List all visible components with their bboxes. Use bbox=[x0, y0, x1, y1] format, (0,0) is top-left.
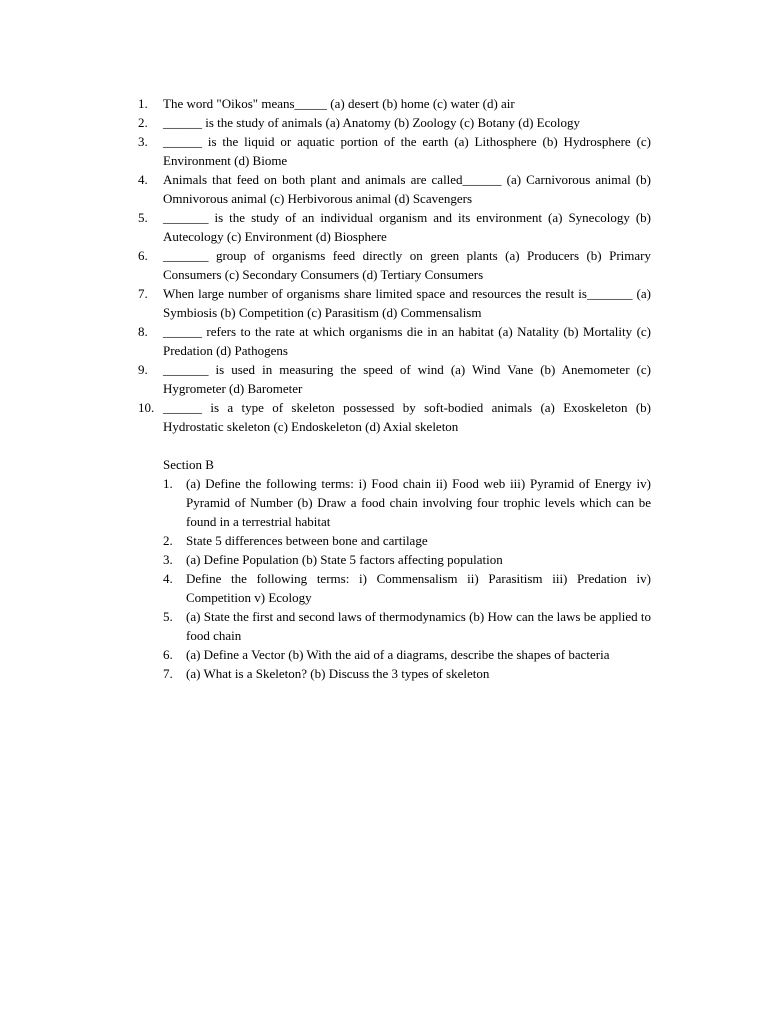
list-item bbox=[138, 113, 651, 132]
question-text: (a) What is a Skeleton? (b) Discuss the 3 types of skeleton bbox=[186, 666, 490, 681]
section-a-question-list bbox=[138, 94, 651, 436]
question-text: Define the following terms: i) Commensalism ii) Parasitism iii) Predation iv) Competition v) Ecology bbox=[186, 571, 651, 605]
list-item bbox=[138, 360, 651, 398]
question-number: 10. bbox=[138, 400, 155, 415]
list-item bbox=[163, 531, 651, 550]
list-item bbox=[138, 208, 651, 246]
question-number: 4. bbox=[163, 571, 173, 586]
question-number: 6. bbox=[138, 248, 148, 263]
question-text: (a) Define Population (b) State 5 factors affecting population bbox=[186, 552, 503, 567]
list-item bbox=[138, 246, 651, 284]
list-item bbox=[163, 474, 651, 531]
question-number: 2. bbox=[138, 115, 148, 130]
question-number: 1. bbox=[163, 476, 173, 491]
question-text: _______ group of organisms feed directly on green plants (a) Producers (b) Primary Consumers (c) Secondary Consumers (d) Tertiary Consumers bbox=[163, 248, 651, 282]
list-item bbox=[163, 664, 651, 683]
section-b-question-list bbox=[163, 474, 651, 683]
question-number: 5. bbox=[163, 609, 173, 624]
question-text: State 5 differences between bone and cartilage bbox=[186, 533, 428, 548]
question-text: Animals that feed on both plant and animals are called______ (a) Carnivorous animal (b) Omnivorous animal (c) Herbivorous animal (d) Scavengers bbox=[163, 172, 651, 206]
list-item bbox=[138, 322, 651, 360]
question-number: 8. bbox=[138, 324, 148, 339]
question-text: The word "Oikos" means_____ (a) desert (b) home (c) water (d) air bbox=[163, 96, 515, 111]
question-text: (a) State the first and second laws of thermodynamics (b) How can the laws be applied to food chain bbox=[186, 609, 651, 643]
list-item bbox=[163, 645, 651, 664]
question-number: 4. bbox=[138, 172, 148, 187]
question-number: 3. bbox=[163, 552, 173, 567]
question-text: ______ is a type of skeleton possessed by soft-bodied animals (a) Exoskeleton (b) Hydrostatic skeleton (c) Endoskeleton (d) Axial skeleton bbox=[163, 400, 651, 434]
question-text: (a) Define a Vector (b) With the aid of a diagrams, describe the shapes of bacteria bbox=[186, 647, 610, 662]
question-number: 2. bbox=[163, 533, 173, 548]
list-item bbox=[163, 569, 651, 607]
question-text: ______ is the study of animals (a) Anatomy (b) Zoology (c) Botany (d) Ecology bbox=[163, 115, 581, 130]
list-item bbox=[138, 132, 651, 170]
question-text: ______ is the liquid or aquatic portion of the earth (a) Lithosphere (b) Hydrosphere (c) Environment (d) Biome bbox=[163, 134, 651, 168]
list-item bbox=[138, 398, 651, 436]
question-number: 1. bbox=[138, 96, 148, 111]
list-item bbox=[163, 607, 651, 645]
question-text: (a) Define the following terms: i) Food chain ii) Food web iii) Pyramid of Energy iv) Pyramid of Number (b) Draw a food chain involving four trophic levels which can be found in a terrestrial habitat bbox=[186, 476, 651, 529]
question-number: 7. bbox=[138, 286, 148, 301]
question-number: 6. bbox=[163, 647, 173, 662]
list-item bbox=[138, 94, 651, 113]
list-item bbox=[138, 170, 651, 208]
list-item bbox=[163, 550, 651, 569]
question-text: _______ is the study of an individual organism and its environment (a) Synecology (b) Autecology (c) Environment (d) Biosphere bbox=[163, 210, 651, 244]
question-number: 5. bbox=[138, 210, 148, 225]
question-text: _______ is used in measuring the speed of wind (a) Wind Vane (b) Anemometer (c) Hygrometer (d) Barometer bbox=[163, 362, 651, 396]
question-text: ______ refers to the rate at which organisms die in an habitat (a) Natality (b) Mortality (c) Predation (d) Pathogens bbox=[163, 324, 651, 358]
section-b-heading: Section B bbox=[163, 457, 214, 472]
list-item bbox=[138, 284, 651, 322]
question-number: 3. bbox=[138, 134, 148, 149]
question-text: When large number of organisms share limited space and resources the result is_______ (a) Symbiosis (b) Competition (c) Parasitism (d) Commensalism bbox=[163, 286, 651, 320]
question-number: 7. bbox=[163, 666, 173, 681]
question-number: 9. bbox=[138, 362, 148, 377]
